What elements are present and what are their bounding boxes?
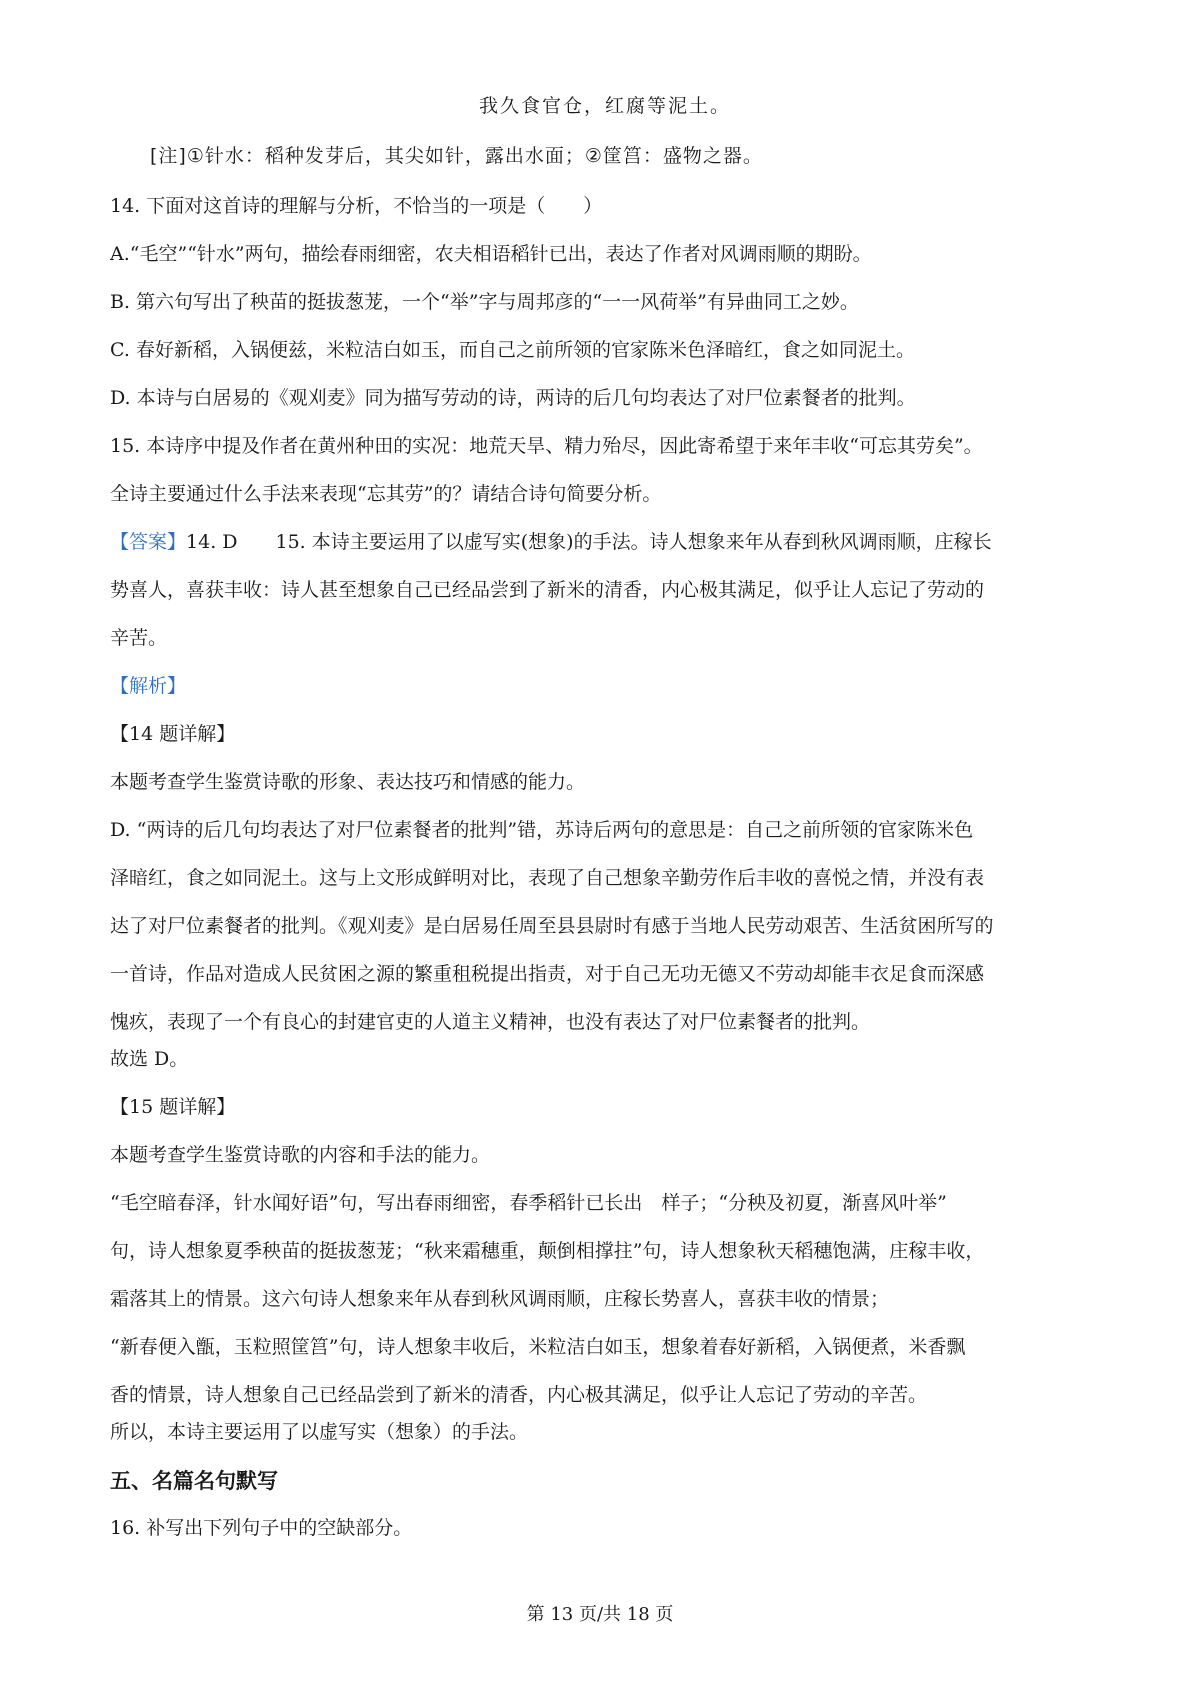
q14-option-b: B. 第六句写出了秧苗的挺拔葱茏，一个“举”字与周邦彦的“一一风荷举”有异曲同工之妙。 <box>110 291 859 313</box>
q14-stem: 14. 下面对这首诗的理解与分析，不恰当的一项是（ ） <box>110 195 603 217</box>
detail14-line: 一首诗，作品对造成人民贫困之源的繁重租税提出指责，对于自己无功无德又不劳动却能丰衣足食而深感 <box>110 963 985 985</box>
q15-line-2: 全诗主要通过什么手法来表现“忘其劳”的？请结合诗句简要分析。 <box>110 483 662 505</box>
detail14-title: 【14 题详解】 <box>110 723 236 745</box>
detail14-conclusion: 故选 D。 <box>110 1048 189 1070</box>
detail14-line: 达了对尸位素餐者的批判。《观刈麦》是白居易任周至县县尉时有感于当地人民劳动艰苦、生活贫困所写的 <box>110 915 994 937</box>
detail15-title: 【15 题详解】 <box>110 1096 236 1118</box>
detail15-line: “毛空暗春泽，针水闻好语”句，写出春雨细密，春季稻针已长出 样子；“分秧及初夏，渐喜风叶举” <box>110 1192 947 1214</box>
q15-line-1: 15. 本诗序中提及作者在黄州种田的实况：地荒天旱、精力殆尽，因此寄希望于来年丰收“可忘其劳矣”。 <box>110 435 983 457</box>
detail14-line: 愧疚，表现了一个有良心的封建官吏的人道主义精神，也没有表达了对尸位素餐者的批判。 <box>110 1011 871 1033</box>
answer-tag: 【答案】 <box>110 531 187 553</box>
page-footer: 第 13 页/共 18 页 <box>526 1604 674 1625</box>
q14-option-d: D. 本诗与白居易的《观刈麦》同为描写劳动的诗，两诗的后几句均表达了对尸位素餐者的批判。 <box>110 387 916 409</box>
q14-option-a: A.“毛空”“针水”两句，描绘春雨细密，农夫相语稻针已出，表达了作者对风调雨顺的期盼。 <box>110 243 872 265</box>
answer-text-1: 14. D 15. 本诗主要运用了以虚写实(想象)的手法。诗人想象来年从春到秋风调雨顺，庄稼长 <box>186 531 992 553</box>
section-heading: 五、名篇名句默写 <box>110 1469 278 1493</box>
detail15-line: 句，诗人想象夏季秧苗的挺拔葱茏；“秋来霜穗重，颠倒相撑拄”句，诗人想象秋天稻穗饱满，庄稼丰收， <box>110 1240 985 1262</box>
answer-line-3: 辛苦。 <box>110 627 168 649</box>
answer-line-1 <box>110 528 1100 556</box>
q16-stem: 16. 补写出下列句子中的空缺部分。 <box>110 1517 413 1539</box>
detail15-line: “新春便入甑，玉粒照筐筥”句，诗人想象丰收后，米粒洁白如玉，想象着春好新稻，入锅便煮，米香飘 <box>110 1336 966 1358</box>
detail14-line: D. “两诗的后几句均表达了对尸位素餐者的批判”错，苏诗后两句的意思是：自己之前所领的官家陈米色 <box>110 819 974 841</box>
detail15-intro: 本题考查学生鉴赏诗歌的内容和手法的能力。 <box>110 1144 491 1166</box>
detail15-line: 香的情景，诗人想象自己已经品尝到了新米的清香，内心极其满足，似乎让人忘记了劳动的辛苦。 <box>110 1384 928 1406</box>
answer-line-2: 势喜人，喜获丰收：诗人甚至想象自己已经品尝到了新米的清香，内心极其满足，似乎让人忘记了劳动的 <box>110 579 985 601</box>
analysis-tag: 【解析】 <box>110 675 187 697</box>
detail15-line: 霜落其上的情景。这六句诗人想象来年从春到秋风调雨顺，庄稼长势喜人，喜获丰收的情景； <box>110 1288 890 1310</box>
detail14-line: 泽暗红，食之如同泥土。这与上文形成鲜明对比，表现了自己想象辛勤劳作后丰收的喜悦之情，并没有表 <box>110 867 985 889</box>
detail14-intro: 本题考查学生鉴赏诗歌的形象、表达技巧和情感的能力。 <box>110 771 586 793</box>
detail15-line: 所以，本诗主要运用了以虚写实（想象）的手法。 <box>110 1421 529 1443</box>
page-content <box>110 92 1100 1542</box>
poem-last-line: 我久食官仓，红腐等泥土。 <box>478 95 731 117</box>
poem-note: [注]①针水：稻种发芽后，其尖如针，露出水面；②筐筥：盛物之器。 <box>150 145 763 167</box>
q14-option-c: C. 春好新稻，入锅便兹，米粒洁白如玉，而自己之前所领的官家陈米色泽暗红，食之如同泥土。 <box>110 339 915 361</box>
